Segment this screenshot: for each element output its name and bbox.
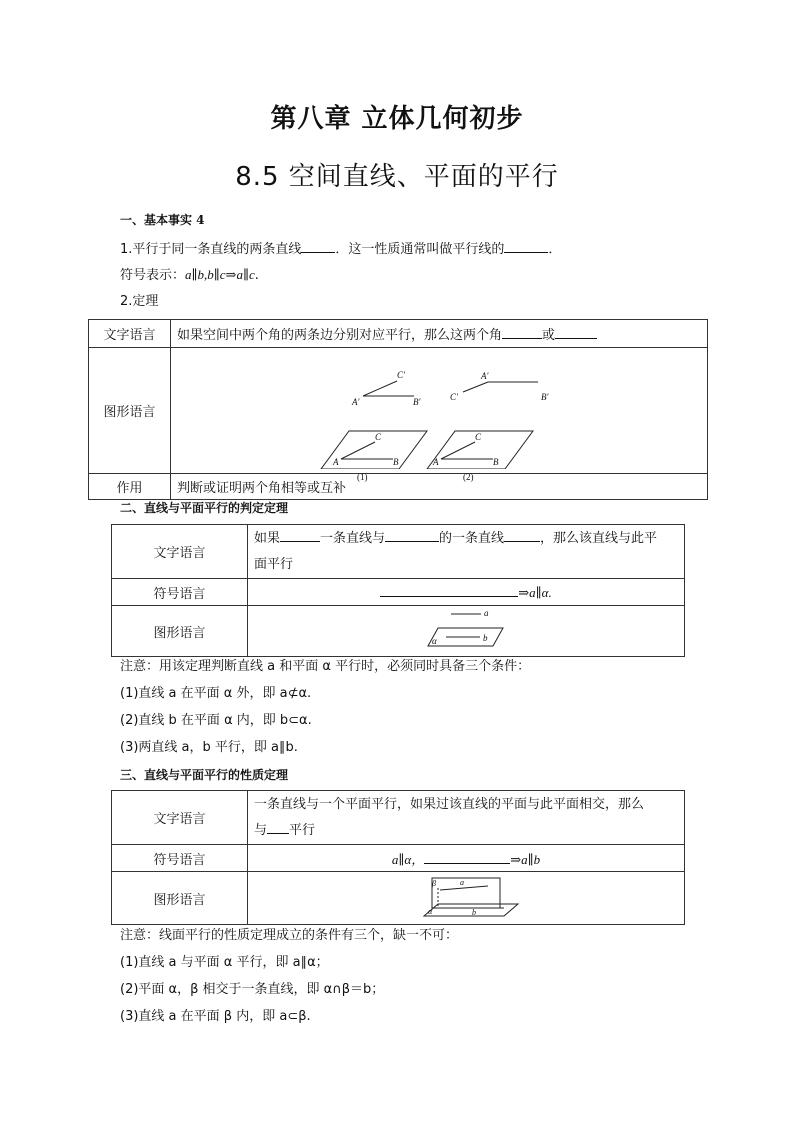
t1-r1-text-a: 如果空间中两个角的两条边分别对应平行，那么这两个角	[177, 328, 503, 343]
angle-figure	[171, 348, 707, 469]
line-plane-figure	[248, 606, 684, 652]
section2-heading: 二、直线与平面平行的判定定理	[120, 501, 289, 515]
blank-7	[504, 528, 540, 542]
t2-r2-formula: ⇒a∥α.	[518, 585, 552, 600]
s2-cond-2: (2)直线 b 在平面 α 内，即 b⊂α.	[120, 713, 312, 728]
section1-heading: 一、基本事实 4	[120, 213, 205, 227]
t2-r2-head: 符号语言	[112, 579, 248, 606]
chapter-title: 第八章 立体几何初步	[270, 104, 524, 134]
t1-r3-body: 判断或证明两个角相等或互补	[171, 474, 708, 500]
t3-r2-body	[248, 845, 685, 872]
blank-6	[385, 528, 439, 542]
t2-r1-text-b: 一条直线与	[320, 530, 386, 546]
t1-figure-cell	[171, 348, 708, 482]
t1-r1-body	[171, 320, 708, 348]
table-theorem	[88, 319, 708, 500]
blank-2	[504, 239, 548, 253]
label-A1-fig2: A′	[481, 371, 489, 381]
label-B1-fig2: B′	[541, 392, 549, 402]
t2-r1-text-a: 如果	[254, 530, 281, 546]
table-criterion	[111, 524, 685, 657]
t3-r1-text-c: 平行	[289, 822, 316, 838]
label-a: a	[484, 608, 489, 618]
s3-cond-2: (2)平面 α，β 相交于一条直线，即 α∩β＝b；	[120, 982, 385, 997]
label-C-fig2: C	[475, 432, 482, 442]
t1-r2-head: 图形语言	[89, 348, 171, 474]
label-A-fig2: A	[433, 457, 439, 467]
label-alpha: α	[432, 636, 437, 646]
s1-line2-formula: a∥b,b∥c⇒a∥c	[185, 267, 255, 282]
t2-r2-body	[248, 579, 685, 606]
t3-figure-cell	[248, 872, 685, 925]
s1-line1-text-b: ．这一性质通常叫做平行线的	[335, 242, 505, 257]
section3-heading: 三、直线与平面平行的性质定理	[120, 768, 289, 782]
blank-10	[424, 850, 510, 864]
label-C1-fig1: C′	[397, 370, 405, 380]
label-B-fig2: B	[493, 457, 499, 467]
blank-5	[280, 528, 320, 542]
blank-8	[380, 583, 518, 597]
s2-cond-3: (3)两直线 a，b 平行，即 a∥b.	[120, 740, 298, 755]
t3-r1-text-b: 与	[254, 822, 268, 838]
t3-r1-body	[248, 791, 685, 845]
t2-figure-cell	[248, 606, 685, 657]
label-A-fig1: A	[333, 457, 339, 467]
t3-r2-head: 符号语言	[112, 845, 248, 872]
label-A1-fig1: A′	[352, 397, 360, 407]
s1-line2-label: 符号表示：	[120, 268, 186, 283]
section-title: 8.5 空间直线、平面的平行	[235, 162, 559, 192]
t3-r1-head: 文字语言	[112, 791, 248, 845]
s3-cond-3: (3)直线 a 在平面 β 内，即 a⊂β.	[120, 1009, 311, 1024]
s1-line1-text-c: ．	[548, 242, 562, 257]
label-alpha-plane: α	[428, 907, 433, 916]
label-beta: β	[432, 879, 436, 888]
s3-note: 注意：线面平行的性质定理成立的条件有三个，缺一不可：	[120, 928, 459, 943]
label-C-fig1: C	[375, 432, 382, 442]
t2-r1-body	[248, 525, 685, 579]
t2-r1-text-d: ，那么该直线与此平	[540, 530, 658, 546]
caption-2: (2)	[463, 472, 474, 482]
label-C1-fig2: C′	[450, 392, 458, 402]
t1-r1-head: 文字语言	[89, 320, 171, 348]
label-B1-fig1: B′	[413, 397, 421, 407]
s1-line3: 2.定理	[120, 294, 159, 309]
s2-note: 注意：用该定理判断直线 a 和平面 α 平行时，必须同时具备三个条件：	[120, 659, 531, 674]
blank-1	[301, 239, 335, 253]
t2-r3-head: 图形语言	[112, 606, 248, 657]
blank-4	[555, 325, 597, 339]
table-property	[111, 790, 685, 925]
intersecting-planes-figure	[248, 872, 684, 920]
s3-cond-1: (1)直线 a 与平面 α 平行，即 a∥α；	[120, 955, 329, 970]
t2-r1-text-e: 面平行	[254, 556, 294, 572]
s2-cond-1: (1)直线 a 在平面 α 外，即 a⊄α.	[120, 686, 312, 701]
label-B-fig1: B	[393, 457, 399, 467]
caption-1: (1)	[357, 472, 368, 482]
t1-r1-text-b: 或	[542, 328, 556, 343]
s1-line2	[120, 266, 259, 284]
s1-line2-end: .	[254, 268, 259, 283]
t2-r1-text-c: 的一条直线	[439, 530, 505, 546]
blank-3	[502, 325, 542, 339]
t3-r3-head: 图形语言	[112, 872, 248, 925]
t1-r3-head: 作用	[89, 474, 171, 500]
label-b-line: b	[472, 908, 476, 917]
t3-r2-formula-b: ⇒a∥b	[510, 851, 541, 867]
t3-r1-text-a: 一条直线与一个平面平行，如果过该直线的平面与此平面相交，那么	[254, 796, 645, 812]
blank-9	[267, 820, 289, 834]
label-b: b	[483, 633, 488, 643]
t3-r2-formula-a: a∥α，	[391, 851, 425, 867]
s1-line1	[120, 239, 561, 258]
label-a-line: a	[460, 878, 464, 887]
s1-line1-text-a: 1.平行于同一条直线的两条直线	[120, 242, 302, 257]
t2-r1-head: 文字语言	[112, 525, 248, 579]
